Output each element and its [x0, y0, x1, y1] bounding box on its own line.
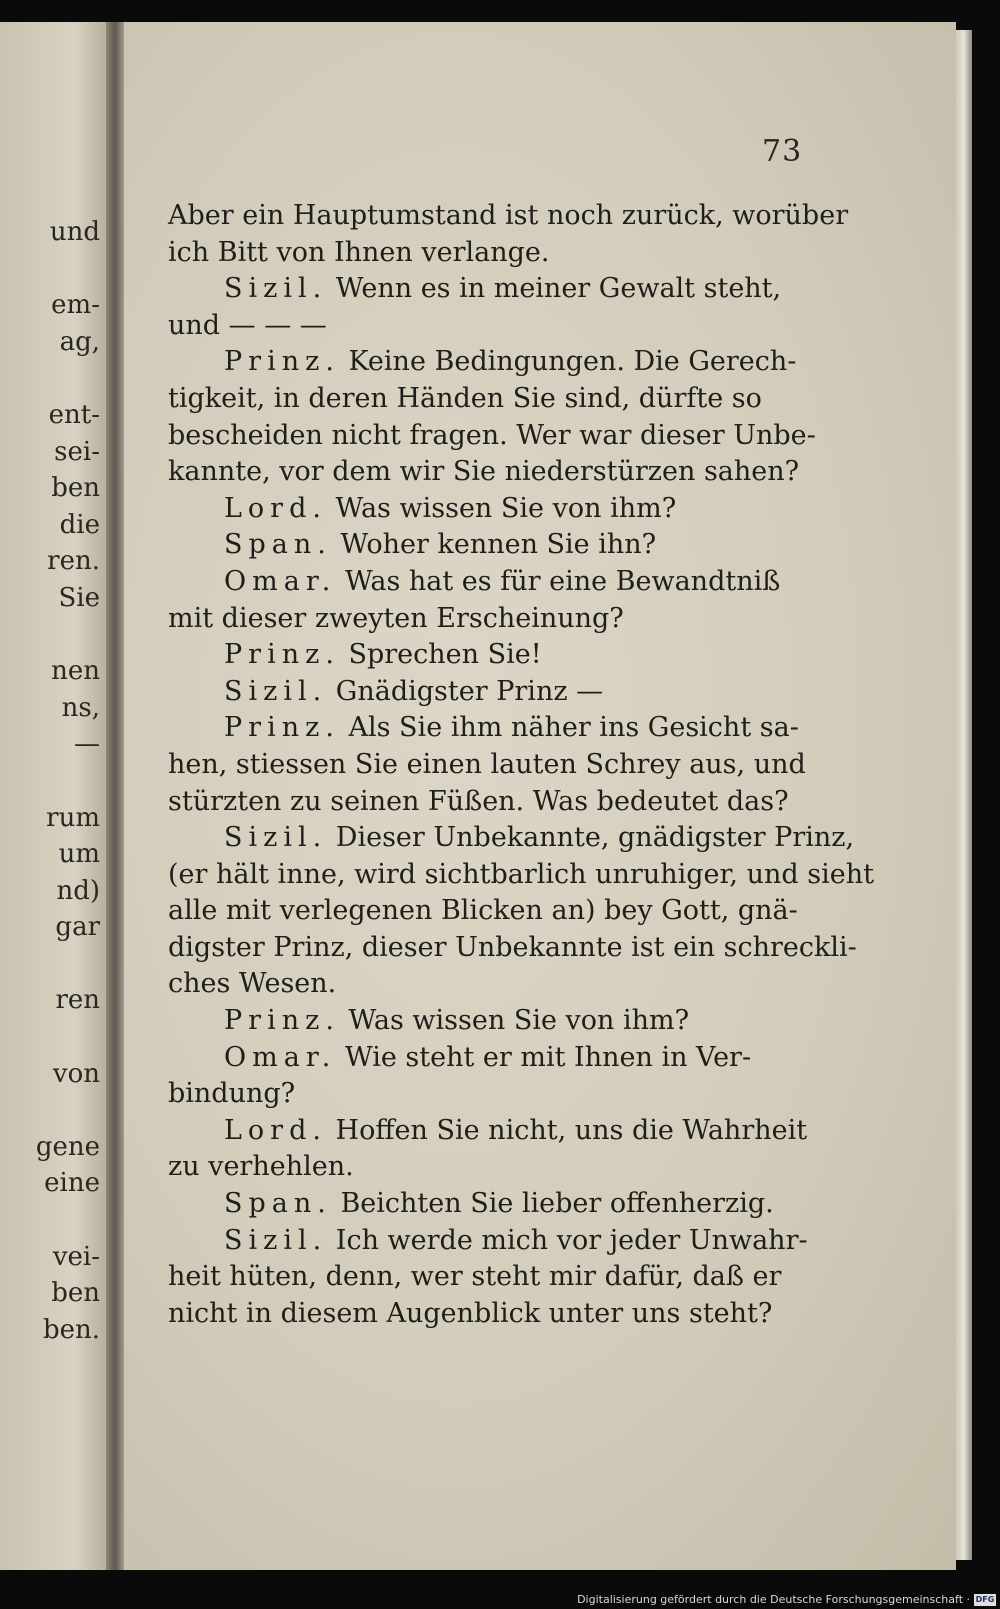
- line-text: Als Sie ihm näher ins Gesicht sa-: [339, 712, 799, 744]
- line-text: Was hat es für eine Bewandtniß: [336, 565, 781, 597]
- text-line: [168, 1076, 928, 1113]
- left-page-fragment: [36, 617, 100, 654]
- speaker-name: Lord.: [224, 1114, 327, 1146]
- line-text: ches Wesen.: [168, 968, 337, 1000]
- text-line: [168, 1113, 928, 1150]
- line-text: mit dieser zweyten Erscheinung?: [168, 602, 624, 634]
- line-text: bescheiden nicht fragen. Wer war dieser Unbe-: [168, 419, 816, 451]
- left-page-fragment: —: [74, 729, 100, 760]
- left-page-fragment: [36, 946, 100, 983]
- text-line: [168, 784, 928, 821]
- text-line: [168, 527, 928, 564]
- left-page-fragment: nen: [51, 656, 100, 687]
- text-line: [168, 1223, 928, 1260]
- line-text: zu verhehlen.: [168, 1151, 354, 1183]
- text-line: [168, 820, 928, 857]
- left-page-fragment: gene: [35, 1131, 100, 1162]
- left-page-fragment: ren.: [47, 546, 100, 577]
- line-text: und — — —: [168, 309, 327, 341]
- book-gutter: [106, 22, 124, 1570]
- left-page-fragment: ben: [51, 1278, 100, 1309]
- left-page-fragment: rum: [46, 802, 100, 833]
- digitization-credit: Digitalisierung gefördert durch die Deutsche Forschungsgemeinschaft ·: [577, 1593, 970, 1606]
- line-text: ich Bitt von Ihnen verlange.: [168, 236, 550, 268]
- text-line: [168, 857, 928, 894]
- page-edge: [956, 30, 972, 1560]
- line-text: nicht in diesem Augenblick unter uns steht?: [168, 1297, 773, 1329]
- left-page-fragment: eine: [44, 1168, 100, 1199]
- text-line: [168, 381, 928, 418]
- speaker-name: Sizil.: [224, 675, 328, 707]
- line-text: Beichten Sie lieber offenherzig.: [331, 1188, 774, 1220]
- right-page: [124, 22, 956, 1570]
- left-page-fragment: sei-: [54, 436, 100, 467]
- speaker-name: Prinz.: [224, 1005, 340, 1037]
- left-page-fragment: nd): [56, 875, 100, 906]
- speaker-name: Omar.: [224, 1041, 337, 1073]
- speaker-name: Omar.: [224, 565, 337, 597]
- dfg-logo-icon: DFG: [975, 1595, 995, 1604]
- text-line: [168, 893, 928, 930]
- text-line: [168, 637, 928, 674]
- text-line: [168, 491, 928, 528]
- left-page-fragment: [36, 1019, 100, 1056]
- line-text: digster Prinz, dieser Unbekannte ist ein schreckli-: [168, 931, 857, 963]
- left-page-fragments: [36, 214, 100, 1348]
- text-line: [168, 454, 928, 491]
- left-page-fragment: und: [49, 217, 100, 247]
- text-line: [168, 674, 928, 711]
- left-page-fragment: ent-: [48, 399, 100, 430]
- left-page-fragment: die: [59, 509, 100, 540]
- line-text: (er hält inne, wird sichtbarlich unruhiger, und sieht: [168, 858, 874, 890]
- left-page-fragment: um: [58, 839, 100, 870]
- left-page-fragment: ben.: [42, 1314, 100, 1345]
- left-page-fragment: ren: [55, 985, 100, 1016]
- speaker-name: Sizil.: [224, 822, 328, 854]
- line-text: Wenn es in meiner Gewalt steht,: [327, 273, 782, 305]
- speaker-name: Sizil.: [224, 1224, 328, 1256]
- line-text: bindung?: [168, 1078, 296, 1110]
- left-page-fragment: em-: [51, 290, 100, 321]
- text-line: [168, 308, 928, 345]
- text-line: [168, 601, 928, 638]
- left-page: [0, 22, 106, 1570]
- line-text: stürzten zu seinen Füßen. Was bedeutet das?: [168, 785, 789, 817]
- text-line: [168, 710, 928, 747]
- text-line: [168, 271, 928, 308]
- left-page-fragment: ns,: [61, 692, 100, 723]
- text-line: [168, 235, 928, 272]
- line-text: Gnädigster Prinz —: [327, 675, 604, 707]
- line-text: Woher kennen Sie ihn?: [331, 529, 657, 561]
- left-page-fragment: vei-: [52, 1241, 100, 1272]
- page-body-text: [168, 198, 928, 1332]
- line-text: Keine Bedingungen. Die Gerech-: [339, 346, 797, 378]
- line-text: Aber ein Hauptumstand ist noch zurück, worüber: [168, 200, 849, 231]
- line-text: Was wissen Sie von ihm?: [326, 492, 677, 524]
- line-text: tigkeit, in deren Händen Sie sind, dürfte so: [168, 382, 762, 414]
- left-page-fragment: von: [52, 1058, 100, 1089]
- text-line: [168, 1149, 928, 1186]
- text-line: [168, 1003, 928, 1040]
- speaker-name: Lord.: [224, 492, 327, 524]
- line-text: Ich werde mich vor jeder Unwahr-: [327, 1224, 808, 1256]
- left-page-fragment: ben: [51, 473, 100, 504]
- left-page-fragment: [36, 1202, 100, 1239]
- line-text: Sprechen Sie!: [339, 639, 542, 671]
- left-page-fragment: [36, 251, 100, 288]
- text-line: [168, 1040, 928, 1077]
- line-text: Wie steht er mit Ihnen in Ver-: [336, 1041, 752, 1073]
- text-line: [168, 344, 928, 381]
- speaker-name: Span.: [224, 1188, 332, 1220]
- left-page-fragment: Sie: [58, 582, 100, 613]
- left-page-fragment: [36, 1092, 100, 1129]
- speaker-name: Prinz.: [224, 346, 340, 378]
- text-line: [168, 747, 928, 784]
- text-line: [168, 966, 928, 1003]
- speaker-name: Prinz.: [224, 712, 340, 744]
- line-text: kannte, vor dem wir Sie niederstürzen sahen?: [168, 456, 800, 488]
- text-line: [168, 1186, 928, 1223]
- text-line: [168, 930, 928, 967]
- line-text: alle mit verlegenen Blicken an) bey Gott, gnä-: [168, 895, 798, 927]
- line-text: hen, stiessen Sie einen lauten Schrey aus, und: [168, 748, 806, 780]
- left-page-fragment: gar: [55, 912, 100, 943]
- left-page-fragment: ag,: [59, 326, 100, 357]
- page-number: 73: [762, 134, 803, 169]
- left-page-fragment: [36, 360, 100, 397]
- text-line: [168, 1259, 928, 1296]
- speaker-name: Prinz.: [224, 639, 340, 671]
- speaker-name: Sizil.: [224, 273, 328, 305]
- line-text: heit hüten, denn, wer steht mir dafür, daß er: [168, 1261, 782, 1293]
- text-line: [168, 418, 928, 455]
- speaker-name: Span.: [224, 529, 332, 561]
- line-text: Was wissen Sie von ihm?: [339, 1005, 690, 1037]
- left-page-fragment: [36, 763, 100, 800]
- text-line: [168, 198, 928, 235]
- text-line: [168, 564, 928, 601]
- line-text: Dieser Unbekannte, gnädigster Prinz,: [327, 822, 855, 854]
- line-text: Hoffen Sie nicht, uns die Wahrheit: [326, 1114, 808, 1146]
- text-line: [168, 1296, 928, 1333]
